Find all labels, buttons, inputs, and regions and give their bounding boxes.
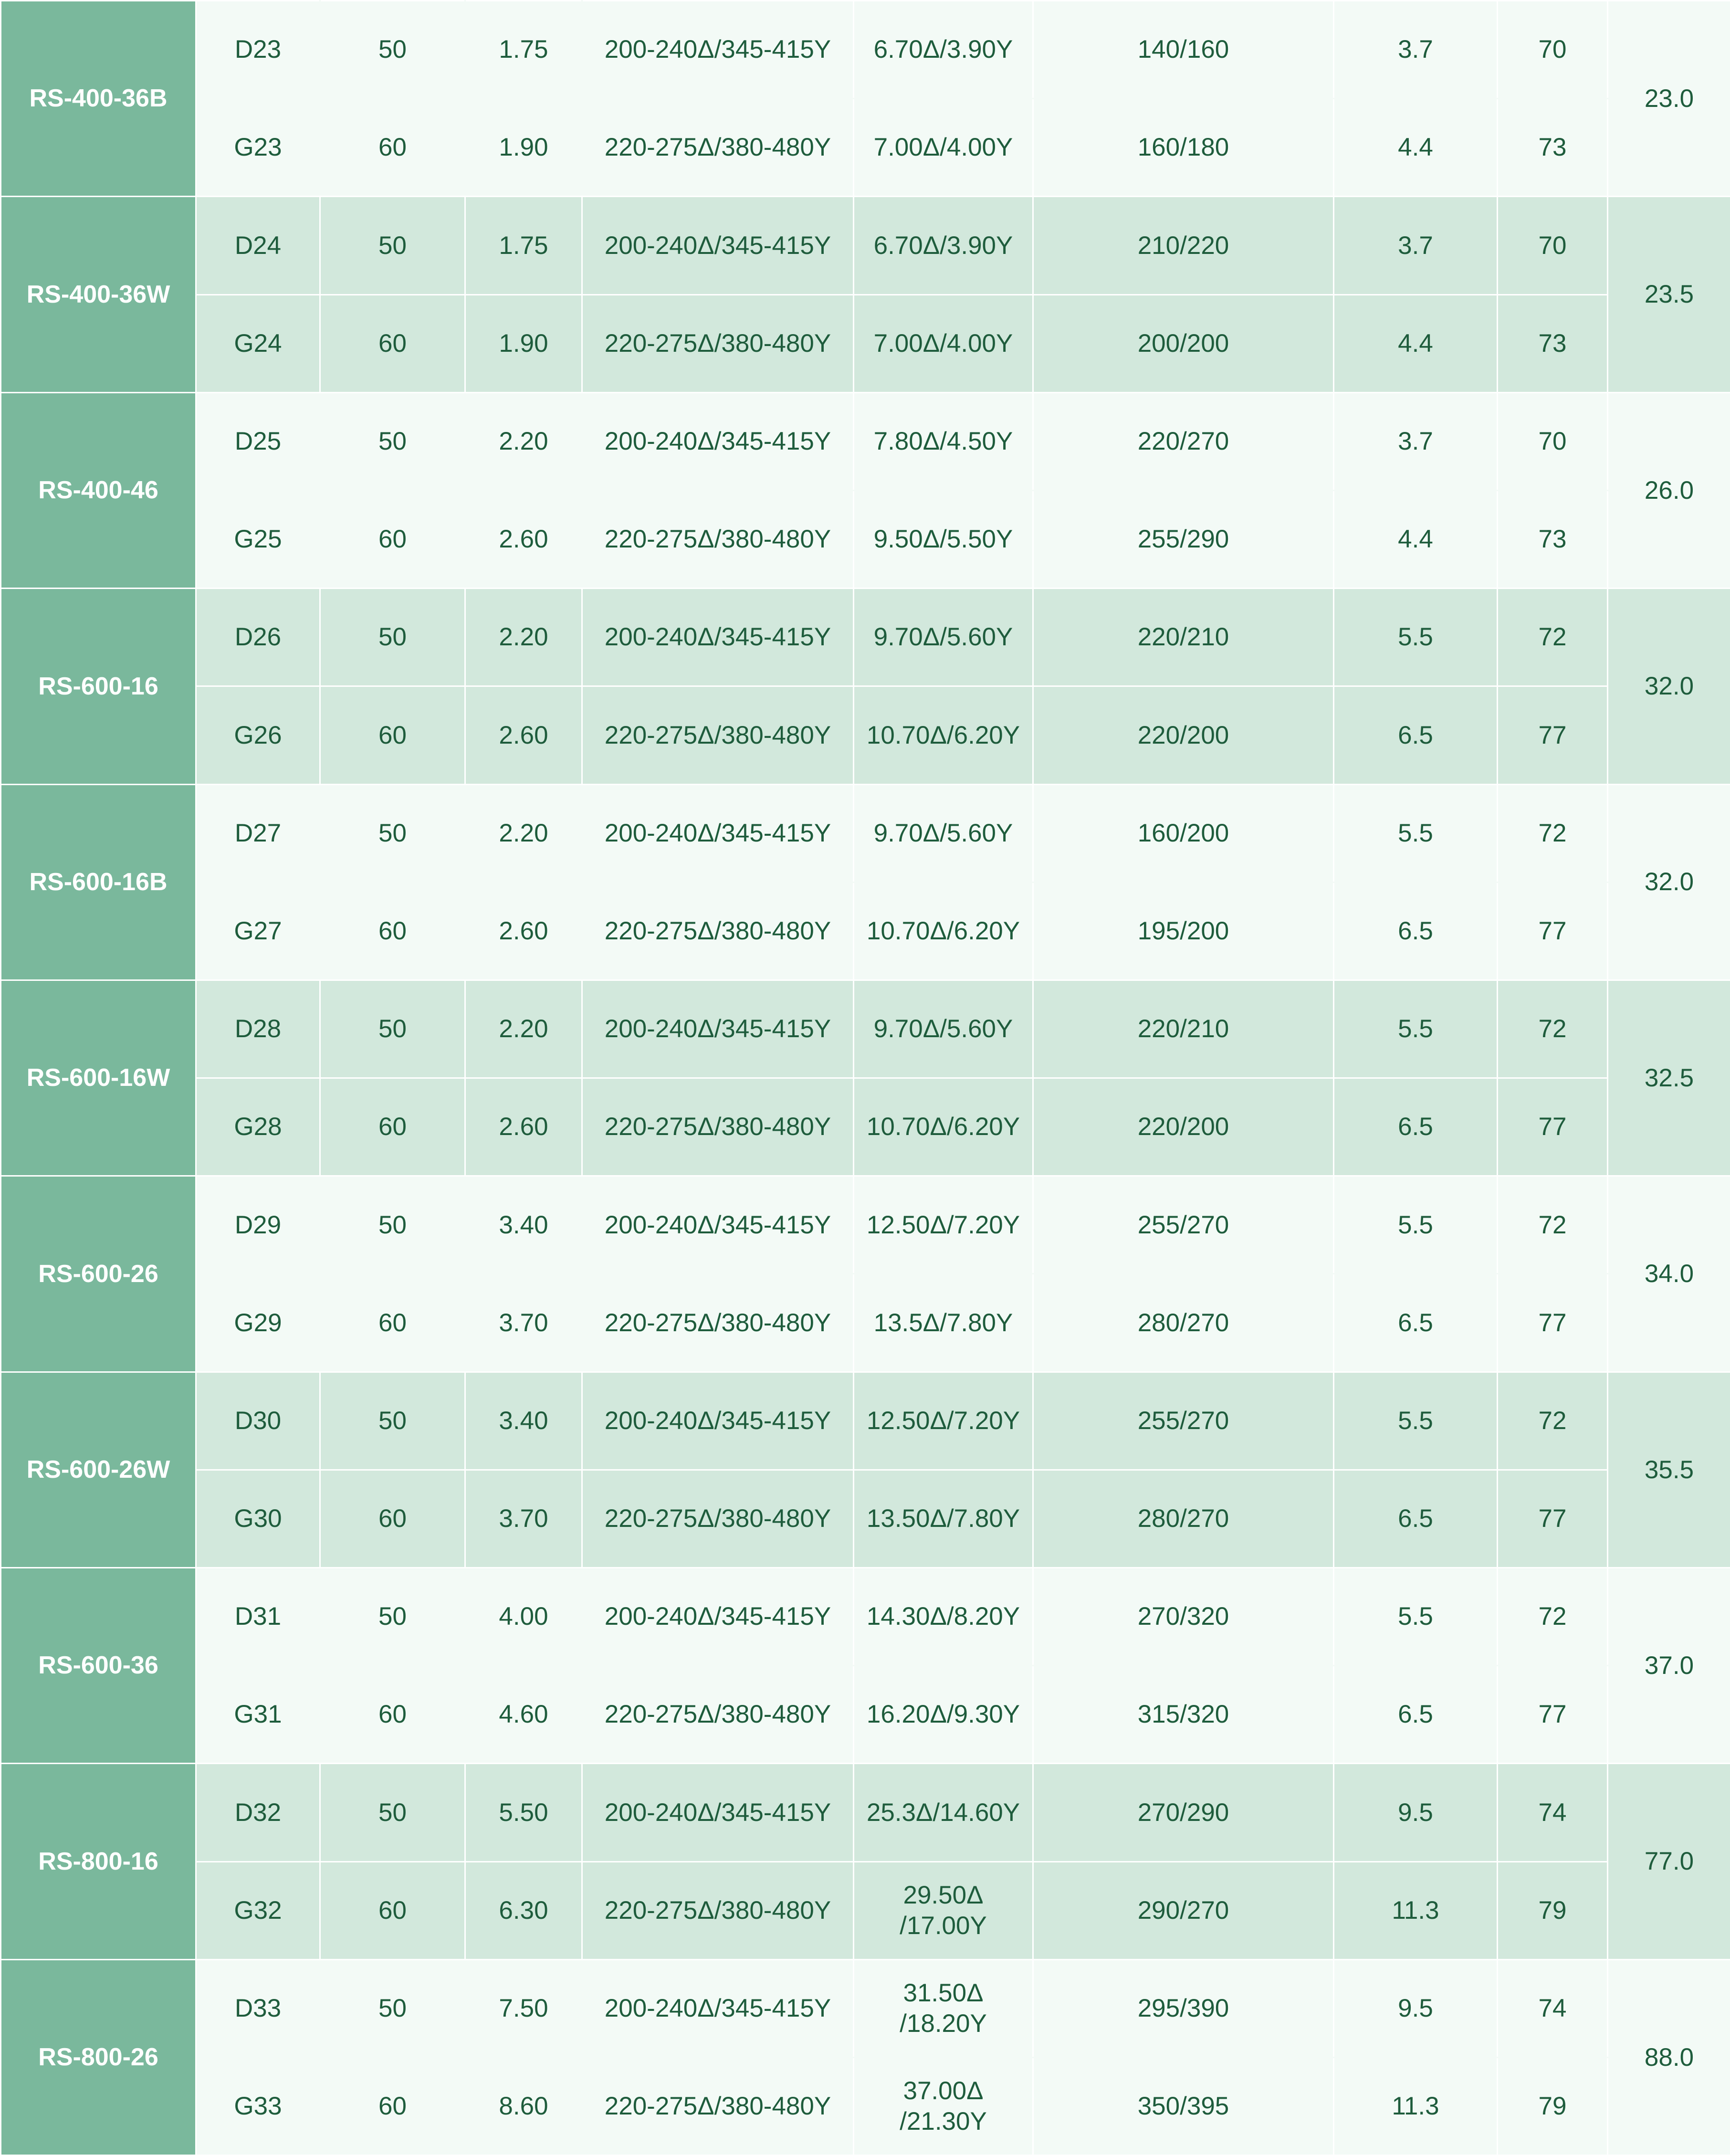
flow-cell: 255/270 [1033, 1176, 1334, 1274]
current-cell: 10.70Δ/6.20Y [854, 882, 1033, 980]
variant-code-cell: G24 [196, 294, 320, 392]
frequency-cell: 60 [320, 686, 465, 784]
power-cell: 7.50 [465, 1959, 582, 2057]
spec-table-body [1, 1, 1730, 2156]
voltage-cell: 220-275Δ/380-480Y [582, 1078, 854, 1176]
value-b-cell: 77 [1498, 1666, 1608, 1764]
value-a-cell: 5.5 [1334, 784, 1498, 882]
flow-cell: 220/200 [1033, 1078, 1334, 1176]
model-cell: RS-600-26W [1, 1372, 196, 1567]
model-cell: RS-600-26 [1, 1176, 196, 1372]
voltage-cell: 200-240Δ/345-415Y [582, 1959, 854, 2057]
flow-cell: 210/220 [1033, 197, 1334, 294]
voltage-cell: 220-275Δ/380-480Y [582, 882, 854, 980]
value-b-cell: 74 [1498, 1959, 1608, 2057]
frequency-cell: 60 [320, 294, 465, 392]
model-cell: RS-600-16 [1, 589, 196, 784]
weight-cell: 26.0 [1608, 392, 1730, 588]
value-a-cell: 5.5 [1334, 980, 1498, 1078]
power-cell: 2.20 [465, 980, 582, 1078]
table-row [1, 784, 1730, 882]
value-a-cell: 4.4 [1334, 294, 1498, 392]
table-row [1, 197, 1730, 294]
voltage-cell: 200-240Δ/345-415Y [582, 980, 854, 1078]
value-b-cell: 70 [1498, 392, 1608, 490]
variant-code-cell: G28 [196, 1078, 320, 1176]
table-row [1, 392, 1730, 490]
value-b-cell: 73 [1498, 490, 1608, 588]
weight-cell: 32.0 [1608, 589, 1730, 784]
power-cell: 8.60 [465, 2057, 582, 2155]
variant-code-cell: D25 [196, 392, 320, 490]
power-cell: 1.75 [465, 1, 582, 99]
current-cell: 9.70Δ/5.60Y [854, 589, 1033, 686]
frequency-cell: 50 [320, 1568, 465, 1666]
frequency-cell: 60 [320, 1078, 465, 1176]
value-a-cell: 6.5 [1334, 1666, 1498, 1764]
flow-cell: 350/395 [1033, 2057, 1334, 2155]
flow-cell: 220/200 [1033, 686, 1334, 784]
voltage-cell: 200-240Δ/345-415Y [582, 589, 854, 686]
value-a-cell: 5.5 [1334, 1372, 1498, 1470]
value-b-cell: 77 [1498, 882, 1608, 980]
weight-cell: 35.5 [1608, 1372, 1730, 1567]
value-a-cell: 4.4 [1334, 99, 1498, 197]
power-cell: 2.20 [465, 784, 582, 882]
current-cell: 12.50Δ/7.20Y [854, 1372, 1033, 1470]
value-a-cell: 6.5 [1334, 1274, 1498, 1372]
flow-cell: 220/210 [1033, 589, 1334, 686]
power-cell: 2.60 [465, 686, 582, 784]
power-cell: 2.60 [465, 490, 582, 588]
power-cell: 1.90 [465, 294, 582, 392]
flow-cell: 255/290 [1033, 490, 1334, 588]
power-cell: 4.00 [465, 1568, 582, 1666]
power-cell: 2.60 [465, 882, 582, 980]
frequency-cell: 60 [320, 1862, 465, 1959]
power-cell: 4.60 [465, 1666, 582, 1764]
frequency-cell: 60 [320, 490, 465, 588]
table-row [1, 1176, 1730, 1274]
voltage-cell: 220-275Δ/380-480Y [582, 490, 854, 588]
model-cell: RS-400-36B [1, 1, 196, 197]
table-row [1, 1470, 1730, 1567]
table-row [1, 882, 1730, 980]
frequency-cell: 60 [320, 2057, 465, 2155]
model-cell: RS-800-16 [1, 1764, 196, 1959]
value-a-cell: 9.5 [1334, 1959, 1498, 2057]
current-cell: 10.70Δ/6.20Y [854, 686, 1033, 784]
frequency-cell: 60 [320, 882, 465, 980]
variant-code-cell: G27 [196, 882, 320, 980]
table-row [1, 99, 1730, 197]
current-cell: 14.30Δ/8.20Y [854, 1568, 1033, 1666]
variant-code-cell: G32 [196, 1862, 320, 1959]
flow-cell: 200/200 [1033, 294, 1334, 392]
value-b-cell: 79 [1498, 2057, 1608, 2155]
model-cell: RS-600-36 [1, 1568, 196, 1764]
table-row [1, 1666, 1730, 1764]
value-b-cell: 70 [1498, 197, 1608, 294]
voltage-cell: 200-240Δ/345-415Y [582, 197, 854, 294]
variant-code-cell: D24 [196, 197, 320, 294]
weight-cell: 77.0 [1608, 1764, 1730, 1959]
table-row [1, 686, 1730, 784]
value-b-cell: 73 [1498, 294, 1608, 392]
power-cell: 1.90 [465, 99, 582, 197]
value-a-cell: 3.7 [1334, 392, 1498, 490]
power-cell: 3.40 [465, 1176, 582, 1274]
voltage-cell: 220-275Δ/380-480Y [582, 1470, 854, 1567]
power-cell: 3.70 [465, 1470, 582, 1567]
flow-cell: 315/320 [1033, 1666, 1334, 1764]
power-cell: 5.50 [465, 1764, 582, 1862]
voltage-cell: 220-275Δ/380-480Y [582, 686, 854, 784]
value-b-cell: 72 [1498, 1176, 1608, 1274]
current-cell: 7.00Δ/4.00Y [854, 294, 1033, 392]
value-b-cell: 77 [1498, 1470, 1608, 1567]
voltage-cell: 200-240Δ/345-415Y [582, 392, 854, 490]
voltage-cell: 220-275Δ/380-480Y [582, 1862, 854, 1959]
value-b-cell: 72 [1498, 1568, 1608, 1666]
value-b-cell: 77 [1498, 686, 1608, 784]
current-cell: 16.20Δ/9.30Y [854, 1666, 1033, 1764]
current-cell: 37.00Δ /21.30Y [854, 2057, 1033, 2155]
table-row [1, 294, 1730, 392]
variant-code-cell: D31 [196, 1568, 320, 1666]
current-cell: 13.5Δ/7.80Y [854, 1274, 1033, 1372]
flow-cell: 290/270 [1033, 1862, 1334, 1959]
variant-code-cell: D29 [196, 1176, 320, 1274]
weight-cell: 23.0 [1608, 1, 1730, 197]
current-cell: 6.70Δ/3.90Y [854, 1, 1033, 99]
flow-cell: 195/200 [1033, 882, 1334, 980]
voltage-cell: 200-240Δ/345-415Y [582, 784, 854, 882]
table-row [1, 2057, 1730, 2155]
voltage-cell: 200-240Δ/345-415Y [582, 1176, 854, 1274]
voltage-cell: 220-275Δ/380-480Y [582, 294, 854, 392]
frequency-cell: 50 [320, 980, 465, 1078]
current-cell: 10.70Δ/6.20Y [854, 1078, 1033, 1176]
variant-code-cell: G31 [196, 1666, 320, 1764]
value-b-cell: 77 [1498, 1078, 1608, 1176]
value-b-cell: 70 [1498, 1, 1608, 99]
table-row [1, 1959, 1730, 2057]
current-cell: 9.70Δ/5.60Y [854, 784, 1033, 882]
value-a-cell: 4.4 [1334, 490, 1498, 588]
weight-cell: 88.0 [1608, 1959, 1730, 2155]
power-cell: 2.20 [465, 392, 582, 490]
flow-cell: 140/160 [1033, 1, 1334, 99]
table-row [1, 1274, 1730, 1372]
value-a-cell: 9.5 [1334, 1764, 1498, 1862]
flow-cell: 160/200 [1033, 784, 1334, 882]
frequency-cell: 50 [320, 784, 465, 882]
current-cell: 29.50Δ /17.00Y [854, 1862, 1033, 1959]
variant-code-cell: G30 [196, 1470, 320, 1567]
value-b-cell: 72 [1498, 980, 1608, 1078]
voltage-cell: 220-275Δ/380-480Y [582, 1274, 854, 1372]
value-b-cell: 79 [1498, 1862, 1608, 1959]
variant-code-cell: D30 [196, 1372, 320, 1470]
flow-cell: 220/270 [1033, 392, 1334, 490]
value-a-cell: 6.5 [1334, 1470, 1498, 1567]
variant-code-cell: D26 [196, 589, 320, 686]
frequency-cell: 60 [320, 1274, 465, 1372]
table-row [1, 980, 1730, 1078]
frequency-cell: 50 [320, 197, 465, 294]
voltage-cell: 200-240Δ/345-415Y [582, 1568, 854, 1666]
current-cell: 31.50Δ /18.20Y [854, 1959, 1033, 2057]
model-cell: RS-800-26 [1, 1959, 196, 2155]
voltage-cell: 220-275Δ/380-480Y [582, 2057, 854, 2155]
variant-code-cell: G26 [196, 686, 320, 784]
flow-cell: 255/270 [1033, 1372, 1334, 1470]
value-b-cell: 72 [1498, 1372, 1608, 1470]
value-b-cell: 77 [1498, 1274, 1608, 1372]
model-cell: RS-400-36W [1, 197, 196, 392]
frequency-cell: 50 [320, 1, 465, 99]
flow-cell: 270/320 [1033, 1568, 1334, 1666]
weight-cell: 34.0 [1608, 1176, 1730, 1372]
frequency-cell: 60 [320, 1666, 465, 1764]
voltage-cell: 220-275Δ/380-480Y [582, 1666, 854, 1764]
frequency-cell: 50 [320, 1764, 465, 1862]
power-cell: 2.20 [465, 589, 582, 686]
current-cell: 6.70Δ/3.90Y [854, 197, 1033, 294]
frequency-cell: 50 [320, 1959, 465, 2057]
current-cell: 7.80Δ/4.50Y [854, 392, 1033, 490]
flow-cell: 220/210 [1033, 980, 1334, 1078]
table-row [1, 589, 1730, 686]
value-b-cell: 72 [1498, 784, 1608, 882]
model-cell: RS-400-46 [1, 392, 196, 588]
current-cell: 13.50Δ/7.80Y [854, 1470, 1033, 1567]
value-a-cell: 3.7 [1334, 197, 1498, 294]
current-cell: 9.50Δ/5.50Y [854, 490, 1033, 588]
flow-cell: 280/270 [1033, 1470, 1334, 1567]
voltage-cell: 220-275Δ/380-480Y [582, 99, 854, 197]
value-b-cell: 73 [1498, 99, 1608, 197]
voltage-cell: 200-240Δ/345-415Y [582, 1764, 854, 1862]
frequency-cell: 50 [320, 1372, 465, 1470]
value-a-cell: 5.5 [1334, 1176, 1498, 1274]
current-cell: 12.50Δ/7.20Y [854, 1176, 1033, 1274]
value-a-cell: 6.5 [1334, 882, 1498, 980]
value-b-cell: 74 [1498, 1764, 1608, 1862]
frequency-cell: 50 [320, 589, 465, 686]
variant-code-cell: D23 [196, 1, 320, 99]
flow-cell: 280/270 [1033, 1274, 1334, 1372]
variant-code-cell: G23 [196, 99, 320, 197]
voltage-cell: 200-240Δ/345-415Y [582, 1372, 854, 1470]
variant-code-cell: D28 [196, 980, 320, 1078]
weight-cell: 32.0 [1608, 784, 1730, 980]
flow-cell: 160/180 [1033, 99, 1334, 197]
current-cell: 7.00Δ/4.00Y [854, 99, 1033, 197]
table-row [1, 1078, 1730, 1176]
frequency-cell: 60 [320, 99, 465, 197]
current-cell: 9.70Δ/5.60Y [854, 980, 1033, 1078]
flow-cell: 270/290 [1033, 1764, 1334, 1862]
variant-code-cell: D27 [196, 784, 320, 882]
table-row [1, 490, 1730, 588]
variant-code-cell: G33 [196, 2057, 320, 2155]
model-cell: RS-600-16W [1, 980, 196, 1176]
model-cell: RS-600-16B [1, 784, 196, 980]
power-cell: 1.75 [465, 197, 582, 294]
voltage-cell: 200-240Δ/345-415Y [582, 1, 854, 99]
table-row [1, 1862, 1730, 1959]
current-cell: 25.3Δ/14.60Y [854, 1764, 1033, 1862]
value-b-cell: 72 [1498, 589, 1608, 686]
power-cell: 6.30 [465, 1862, 582, 1959]
value-a-cell: 5.5 [1334, 589, 1498, 686]
flow-cell: 295/390 [1033, 1959, 1334, 2057]
value-a-cell: 3.7 [1334, 1, 1498, 99]
table-row [1, 1, 1730, 99]
weight-cell: 32.5 [1608, 980, 1730, 1176]
table-row [1, 1568, 1730, 1666]
variant-code-cell: D33 [196, 1959, 320, 2057]
variant-code-cell: G29 [196, 1274, 320, 1372]
table-row [1, 1764, 1730, 1862]
value-a-cell: 5.5 [1334, 1568, 1498, 1666]
weight-cell: 23.5 [1608, 197, 1730, 392]
frequency-cell: 50 [320, 1176, 465, 1274]
power-cell: 3.40 [465, 1372, 582, 1470]
frequency-cell: 60 [320, 1470, 465, 1567]
power-cell: 2.60 [465, 1078, 582, 1176]
variant-code-cell: G25 [196, 490, 320, 588]
frequency-cell: 50 [320, 392, 465, 490]
variant-code-cell: D32 [196, 1764, 320, 1862]
value-a-cell: 6.5 [1334, 686, 1498, 784]
value-a-cell: 11.3 [1334, 1862, 1498, 1959]
value-a-cell: 6.5 [1334, 1078, 1498, 1176]
weight-cell: 37.0 [1608, 1568, 1730, 1764]
value-a-cell: 11.3 [1334, 2057, 1498, 2155]
power-cell: 3.70 [465, 1274, 582, 1372]
table-row [1, 1372, 1730, 1470]
